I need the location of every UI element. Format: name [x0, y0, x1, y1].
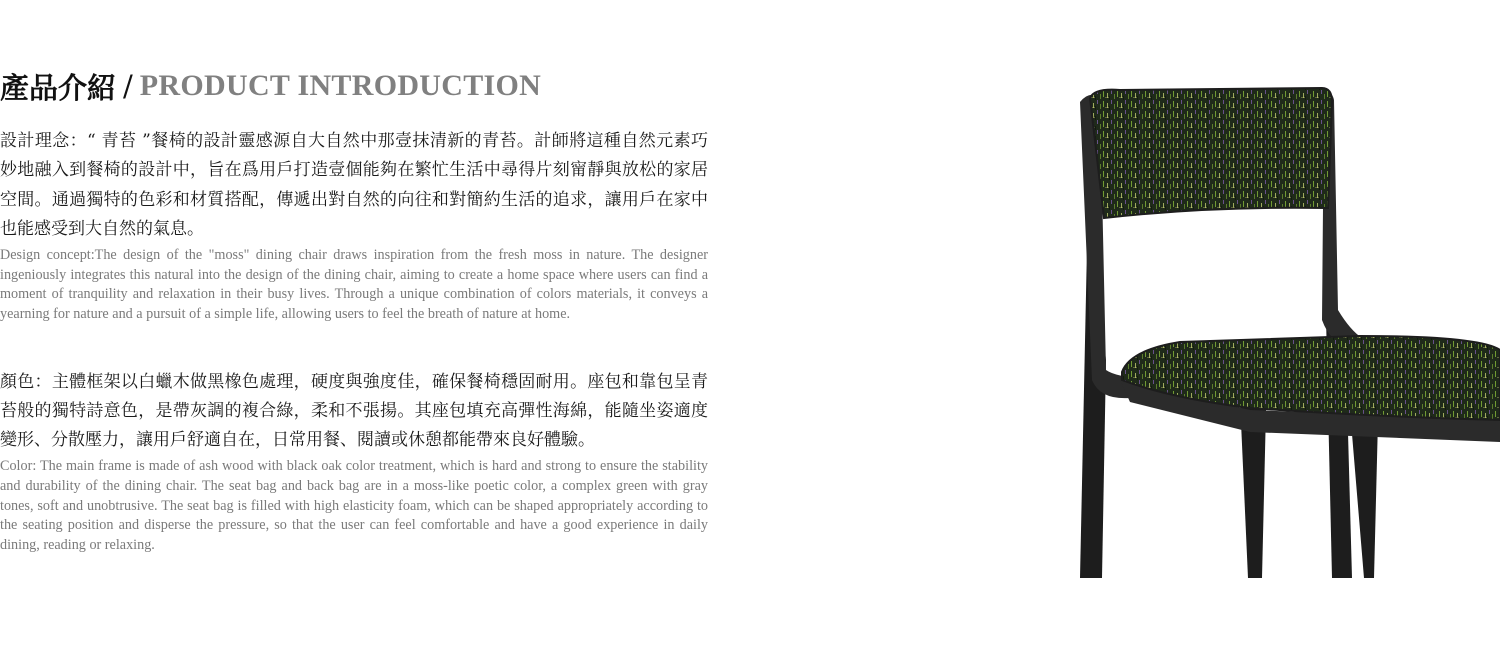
product-introduction: [0, 60, 708, 555]
design-concept-english: Design concept:The design of the "moss" dining chair draws inspiration from the fresh moss in nature. The designer ingeniously integrates this natural into the design of the dining chair, aiming to create a home space where users can find a moment of tranquility and relaxation in their busy lives. Through a unique combination of colors materials, it conveys a yearning for nature and a pursuit of a simple life, allowing users to feel the breath of nature at home.: [0, 247, 708, 322]
title-chinese: 產品介紹: [0, 70, 117, 105]
product-image: [1060, 80, 1500, 580]
color-description-english: Color: The main frame is made of ash wood with black oak color treatment, which is hard and strong to ensure the stability and durability of the dining chair. The seat bag and back bag are in a moss-like poetic color, a complex green with gray tones, soft and unobtrusive. The seat bag is filled with high elasticity foam, which can be shaped appropriately according to the seating position and disperse the pressure, so that the user can feel comfortable and have a good experience in daily dining, reading or relaxing.: [0, 458, 708, 553]
color-description-chinese: 顏色：主體框架以白蠟木做黑橡色處理，硬度與強度佳，確保餐椅穩固耐用。座包和靠包呈青苔般的獨特詩意色，是帶灰調的複合綠，柔和不張揚。其座包填充高彈性海綿，能隨坐姿適度變形、分散壓力，讓用戶舒適自在，日常用餐、閱讀或休憩都能帶來良好體驗。: [0, 371, 708, 451]
back-cushion: [1090, 88, 1332, 218]
design-concept-chinese: 設計理念：“ 青苔 ”餐椅的設計靈感源自大自然中那壹抹清新的青苔。計師將這種自然元素巧妙地融入到餐椅的設計中，旨在爲用戶打造壹個能夠在繁忙生活中尋得片刻甯靜與放松的家居空間。通過獨特的色彩和材質搭配，傳遞出對自然的向往和對簡約生活的追求，讓用戶在家中也能感受到大自然的氣息。: [0, 131, 708, 239]
page-title: [0, 60, 708, 112]
dining-chair-illustration: [1060, 80, 1500, 580]
title-separator: /: [123, 69, 133, 103]
title-english: PRODUCT INTRODUCTION: [139, 69, 542, 102]
